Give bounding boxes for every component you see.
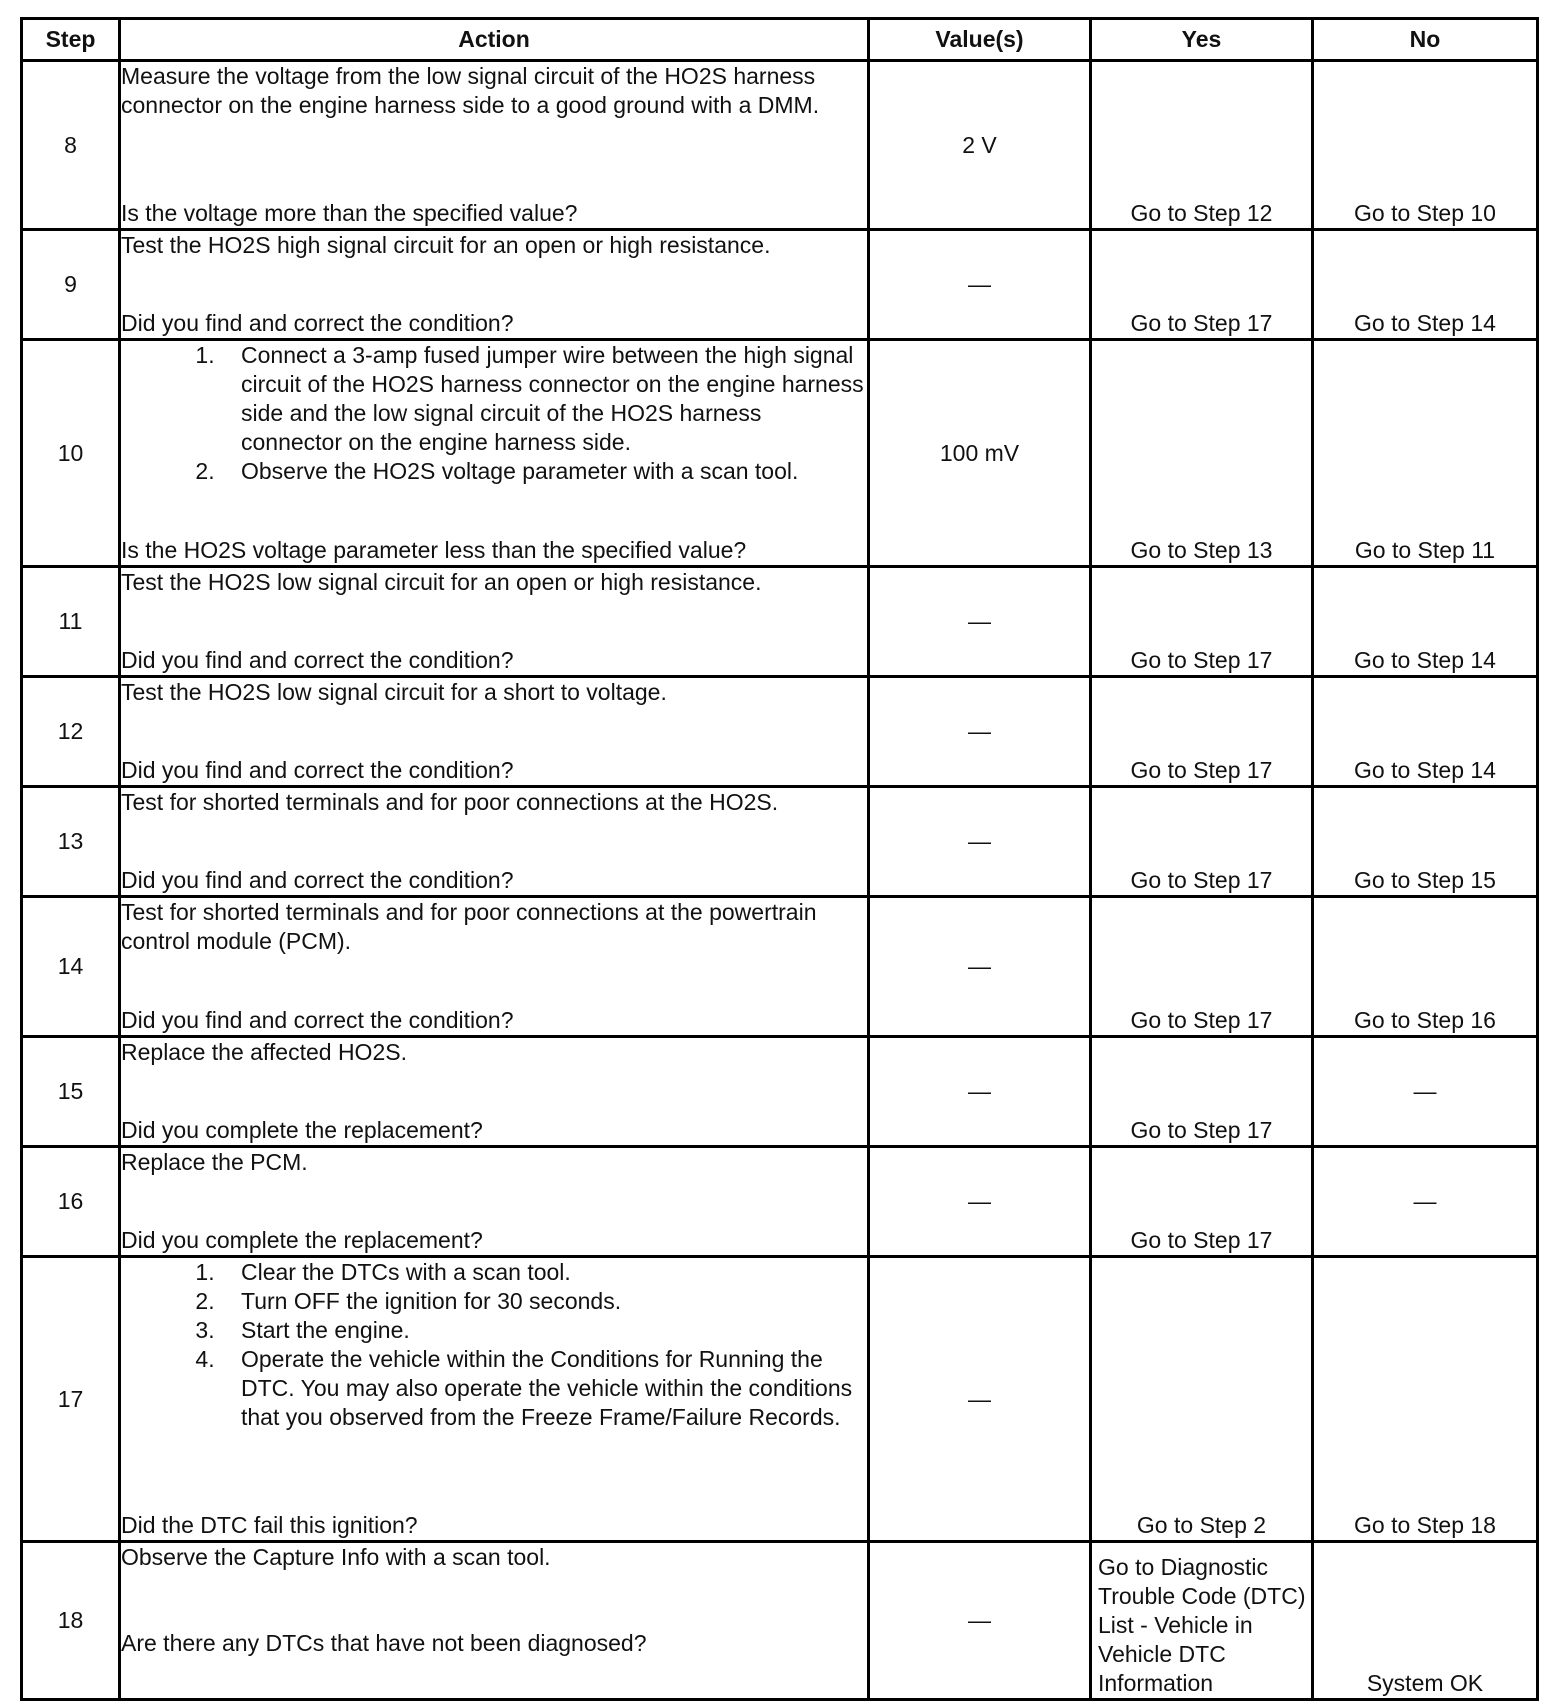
action-question: Did you find and correct the condition? [121, 1007, 514, 1033]
no-cell: Go to Step 14 [1313, 677, 1538, 787]
yes-cell: Go to Step 17 [1091, 1147, 1313, 1257]
table-row [22, 567, 1538, 677]
step-number: 13 [22, 787, 120, 897]
header-step: Step [22, 19, 120, 61]
step-number: 9 [22, 230, 120, 340]
value-cell: — [869, 897, 1091, 1037]
action-question: Did you complete the replacement? [121, 1117, 483, 1143]
step-number: 10 [22, 340, 120, 567]
value-cell: 100 mV [869, 340, 1091, 567]
no-cell: Go to Step 11 [1313, 340, 1538, 567]
action-question: Is the voltage more than the specified value? [121, 200, 578, 226]
action-question: Did the DTC fail this ignition? [121, 1512, 418, 1538]
header-action: Action [120, 19, 869, 61]
value-cell: — [869, 230, 1091, 340]
step-number: 14 [22, 897, 120, 1037]
step-number: 12 [22, 677, 120, 787]
action-text: Test the HO2S low signal circuit for a short to voltage. [121, 679, 667, 705]
step-number: 16 [22, 1147, 120, 1257]
diagnostic-table [20, 17, 1539, 1701]
action-question: Are there any DTCs that have not been diagnosed? [121, 1630, 647, 1656]
action-cell [120, 1542, 869, 1700]
substep-item: 3. Start the engine. [221, 1316, 867, 1345]
value-cell: 2 V [869, 61, 1091, 230]
table-row [22, 1037, 1538, 1147]
value-cell: — [869, 1542, 1091, 1700]
header-no: No [1313, 19, 1538, 61]
table-row [22, 61, 1538, 230]
substep-item: 1. Clear the DTCs with a scan tool. [221, 1258, 867, 1287]
yes-cell: Go to Step 17 [1091, 230, 1313, 340]
action-cell [120, 677, 869, 787]
no-cell: Go to Step 14 [1313, 230, 1538, 340]
step-number: 17 [22, 1257, 120, 1542]
step-number: 18 [22, 1542, 120, 1700]
action-question: Did you find and correct the condition? [121, 757, 514, 783]
table-row [22, 897, 1538, 1037]
value-cell: — [869, 1257, 1091, 1542]
action-question: Did you find and correct the condition? [121, 647, 514, 673]
action-text: Observe the Capture Info with a scan tool. [121, 1544, 551, 1570]
action-cell [120, 567, 869, 677]
action-cell [120, 230, 869, 340]
yes-cell: Go to Step 17 [1091, 1037, 1313, 1147]
action-text: Test the HO2S low signal circuit for an open or high resistance. [121, 569, 762, 595]
action-cell [120, 61, 869, 230]
table-row [22, 230, 1538, 340]
table-row [22, 1147, 1538, 1257]
no-cell: Go to Step 18 [1313, 1257, 1538, 1542]
yes-cell: Go to Step 17 [1091, 567, 1313, 677]
action-text: Test for shorted terminals and for poor connections at the HO2S. [121, 789, 779, 815]
step-number: 15 [22, 1037, 120, 1147]
substep-item: 4. Operate the vehicle within the Conditions for Running the DTC. You may also operate the vehicle within the conditions that you observed from the Freeze Frame/Failure Records. [221, 1345, 867, 1432]
value-cell: — [869, 567, 1091, 677]
no-cell: Go to Step 10 [1313, 61, 1538, 230]
yes-cell: Go to Step 2 [1091, 1257, 1313, 1542]
action-cell [120, 897, 869, 1037]
table-row [22, 1542, 1538, 1700]
table-row [22, 677, 1538, 787]
action-cell [120, 340, 869, 567]
yes-cell: Go to Step 17 [1091, 897, 1313, 1037]
action-text: Replace the affected HO2S. [121, 1039, 407, 1065]
header-yes: Yes [1091, 19, 1313, 61]
value-cell: — [869, 1037, 1091, 1147]
substep-list [121, 341, 867, 486]
action-text: Test for shorted terminals and for poor connections at the powertrain control module (PCM). [121, 899, 817, 954]
table-body [22, 61, 1538, 1700]
action-text: Replace the PCM. [121, 1149, 308, 1175]
action-cell [120, 1147, 869, 1257]
substep-item: 1. Connect a 3-amp fused jumper wire between the high signal circuit of the HO2S harness connector on the engine harness side and the low signal circuit of the HO2S harness connector on the engine harness side. [221, 341, 867, 457]
step-number: 11 [22, 567, 120, 677]
table-row [22, 340, 1538, 567]
action-text: Measure the voltage from the low signal circuit of the HO2S harness connector on the engine harness side to a good ground with a DMM. [121, 63, 820, 118]
no-cell: System OK [1313, 1542, 1538, 1700]
table-row [22, 1257, 1538, 1542]
step-number: 8 [22, 61, 120, 230]
yes-cell: Go to Step 17 [1091, 677, 1313, 787]
action-cell [120, 787, 869, 897]
action-cell [120, 1037, 869, 1147]
yes-cell: Go to Step 13 [1091, 340, 1313, 567]
no-cell: — [1313, 1037, 1538, 1147]
action-text: Test the HO2S high signal circuit for an open or high resistance. [121, 232, 771, 258]
table-row [22, 787, 1538, 897]
value-cell: — [869, 787, 1091, 897]
value-cell: — [869, 677, 1091, 787]
yes-cell: Go to Diagnostic Trouble Code (DTC) List - Vehicle in Vehicle DTC Information [1091, 1542, 1313, 1700]
header-row [22, 19, 1538, 61]
substep-item: 2. Observe the HO2S voltage parameter with a scan tool. [221, 457, 867, 486]
value-cell: — [869, 1147, 1091, 1257]
table-header [22, 19, 1538, 61]
action-question: Did you find and correct the condition? [121, 310, 514, 336]
no-cell: Go to Step 14 [1313, 567, 1538, 677]
no-cell: Go to Step 15 [1313, 787, 1538, 897]
no-cell: Go to Step 16 [1313, 897, 1538, 1037]
header-values: Value(s) [869, 19, 1091, 61]
action-question: Did you find and correct the condition? [121, 867, 514, 893]
yes-cell: Go to Step 12 [1091, 61, 1313, 230]
action-question: Did you complete the replacement? [121, 1227, 483, 1253]
substep-list [121, 1258, 867, 1432]
action-question: Is the HO2S voltage parameter less than the specified value? [121, 537, 747, 563]
no-cell: — [1313, 1147, 1538, 1257]
substep-item: 2. Turn OFF the ignition for 30 seconds. [221, 1287, 867, 1316]
action-cell [120, 1257, 869, 1542]
yes-cell: Go to Step 17 [1091, 787, 1313, 897]
